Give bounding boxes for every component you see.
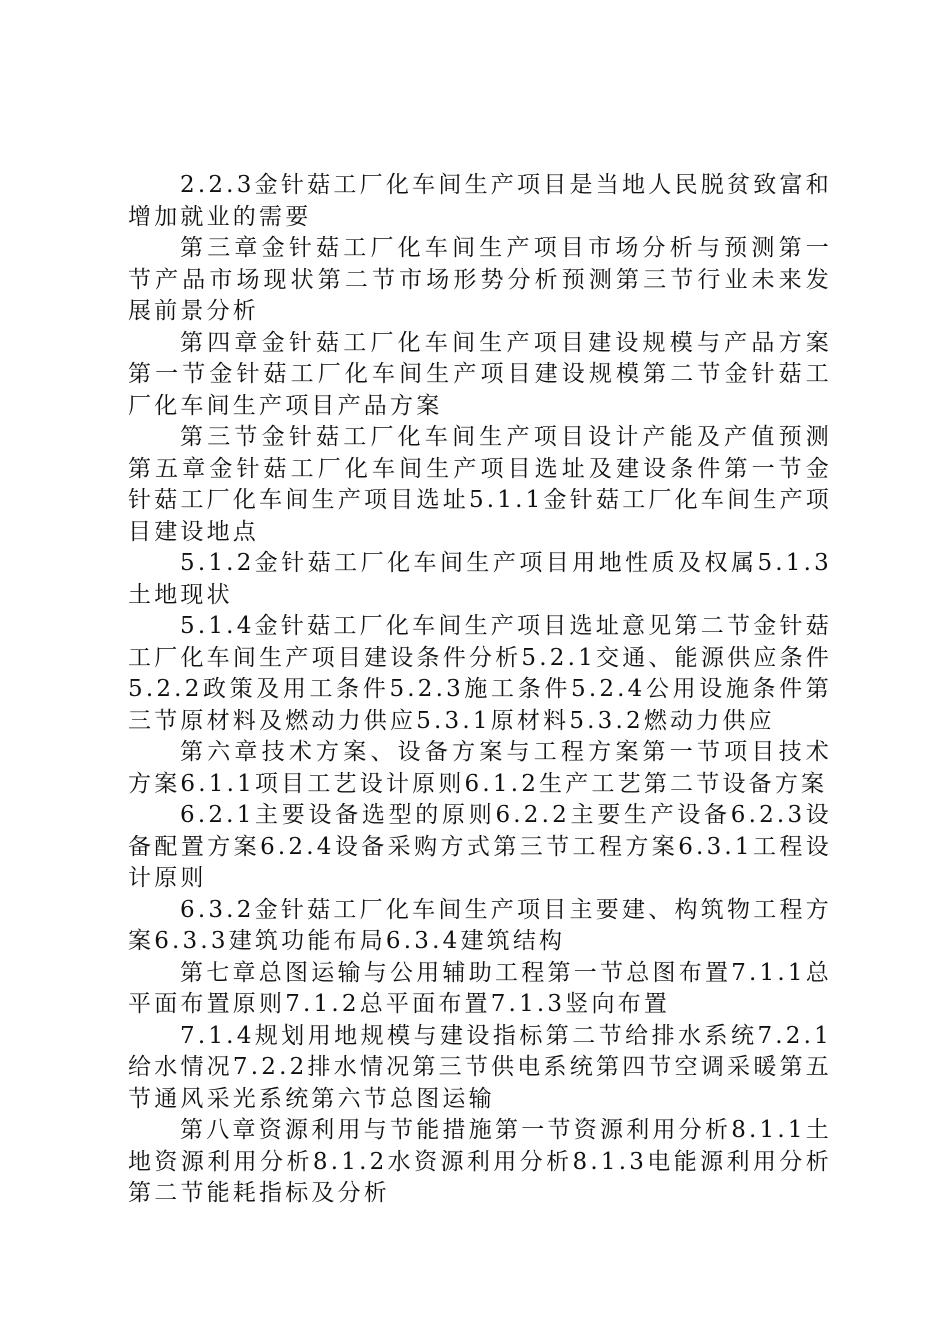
paragraph-chapter-3: 第三章金针菇工厂化车间生产项目市场分析与预测第一节产品市场现状第二节市场形势分析预测第三节行业未来发展前景分析 xyxy=(128,235,832,324)
document-body xyxy=(128,170,832,1210)
paragraph-chapter-7: 第七章总图运输与公用辅助工程第一节总图布置7.1.1总平面布置原则7.1.2总平面布置7.1.3竖向布置 xyxy=(128,959,832,1017)
paragraph-5-1-4: 5.1.4金针菇工厂化车间生产项目选址意见第二节金针菇工厂化车间生产项目建设条件分析5.2.1交通、能源供应条件5.2.2政策及用工条件5.2.3施工条件5.2.4公用设施条件第三节原材料及燃动力供应5.3.1原材料5.3.2燃动力供应 xyxy=(128,613,832,734)
paragraph-6-3-2: 6.3.2金针菇工厂化车间生产项目主要建、构筑物工程方案6.3.3建筑功能布局6.3.4建筑结构 xyxy=(128,896,832,954)
paragraph-6-2-1: 6.2.1主要设备选型的原则6.2.2主要生产设备6.2.3设备配置方案6.2.4设备采购方式第三节工程方案6.3.1工程设计原则 xyxy=(128,802,832,891)
paragraph-chapter-8: 第八章资源利用与节能措施第一节资源利用分析8.1.1土地资源利用分析8.1.2水资源利用分析8.1.3电能源利用分析第二节能耗指标及分析 xyxy=(128,1117,832,1206)
paragraph-2-2-3: 2.2.3金针菇工厂化车间生产项目是当地人民脱贫致富和增加就业的需要 xyxy=(128,172,832,230)
paragraph-5-1-2: 5.1.2金针菇工厂化车间生产项目用地性质及权属5.1.3土地现状 xyxy=(128,550,832,608)
paragraph-chapter-5: 第三节金针菇工厂化车间生产项目设计产能及产值预测第五章金针菇工厂化车间生产项目选址及建设条件第一节金针菇工厂化车间生产项目选址5.1.1金针菇工厂化车间生产项目建设地点 xyxy=(128,424,832,545)
paragraph-chapter-6: 第六章技术方案、设备方案与工程方案第一节项目技术方案6.1.1项目工艺设计原则6.1.2生产工艺第二节设备方案 xyxy=(128,739,832,797)
paragraph-chapter-4: 第四章金针菇工厂化车间生产项目建设规模与产品方案第一节金针菇工厂化车间生产项目建设规模第二节金针菇工厂化车间生产项目产品方案 xyxy=(128,329,832,419)
paragraph-7-1-4: 7.1.4规划用地规模与建设指标第二节给排水系统7.2.1给水情况7.2.2排水情况第三节供电系统第四节空调采暖第五节通风采光系统第六节总图运输 xyxy=(128,1022,832,1112)
